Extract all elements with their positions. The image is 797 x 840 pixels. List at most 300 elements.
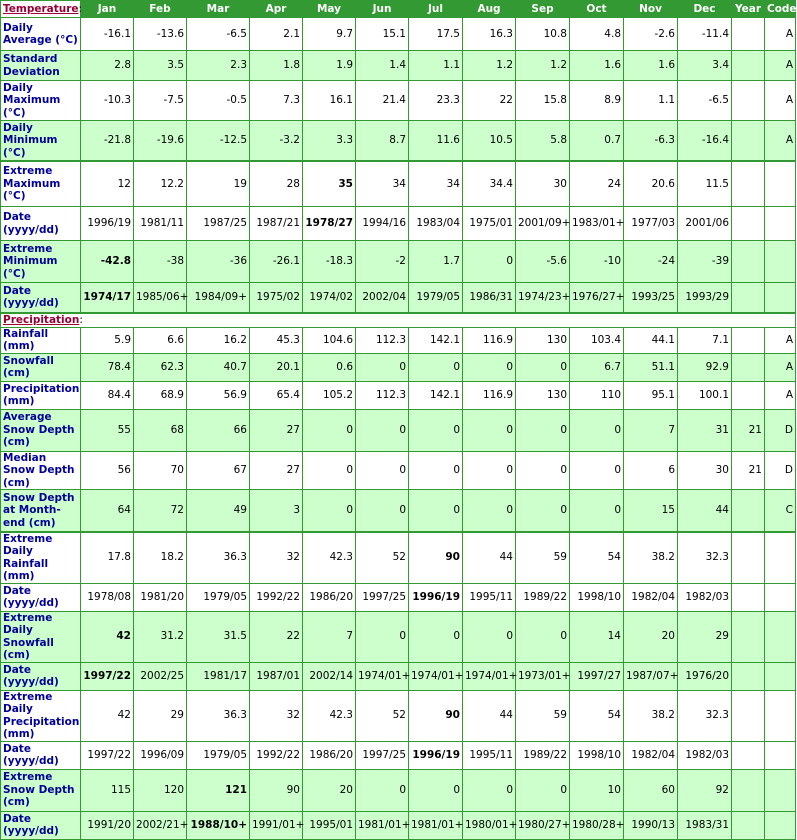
table-cell: -13.6 [134,18,187,51]
table-cell: 1974/01+ [463,662,516,690]
table-cell: 15.1 [356,18,409,51]
table-cell: 1.7 [409,241,463,283]
table-cell: -10 [570,241,624,283]
table-cell: 29 [678,611,732,662]
table-row [1,51,796,81]
row-label: Date (yyyy/dd) [1,811,81,839]
table-cell: 36.3 [187,690,250,741]
table-cell: 22 [250,611,303,662]
column-header: May [303,1,356,18]
table-cell: 1975/02 [250,283,303,313]
table-cell: 10.5 [463,121,516,161]
table-cell: 44 [463,532,516,584]
code-cell: D [765,409,796,451]
table-cell: -26.1 [250,241,303,283]
table-cell: 1981/20 [134,583,187,611]
table-cell: 1974/01+ [409,662,463,690]
table-cell: 1998/10 [570,741,624,769]
table-cell: 92.9 [678,353,732,381]
table-cell: 0 [409,353,463,381]
table-cell [732,161,765,207]
table-cell: 27 [250,451,303,490]
table-row [1,811,796,839]
table-cell: 0 [356,769,409,811]
code-cell: A [765,381,796,409]
header-row [1,1,796,18]
table-cell: 2.1 [250,18,303,51]
table-cell: 2.8 [81,51,134,81]
column-header: Jun [356,1,409,18]
table-cell: 116.9 [463,381,516,409]
table-cell: 1981/01+ [409,811,463,839]
table-cell: 1994/16 [356,207,409,241]
column-header: Aug [463,1,516,18]
table-cell: 1998/10 [570,583,624,611]
table-cell: 52 [356,690,409,741]
table-cell: -36 [187,241,250,283]
code-cell [765,662,796,690]
table-cell: -42.8 [81,241,134,283]
table-cell: 8.7 [356,121,409,161]
table-cell: 112.3 [356,381,409,409]
table-cell: 142.1 [409,381,463,409]
table-cell [732,769,765,811]
table-cell: 0 [463,353,516,381]
table-cell: 51.1 [624,353,678,381]
table-cell: 0 [409,611,463,662]
table-cell: 38.2 [624,532,678,584]
column-header: Nov [624,1,678,18]
table-cell: 9.7 [303,18,356,51]
table-cell: 42 [81,690,134,741]
table-cell: 2.3 [187,51,250,81]
table-cell: 90 [409,690,463,741]
table-cell: 1.2 [516,51,570,81]
table-cell: 0 [356,409,409,451]
table-cell: 36.3 [187,532,250,584]
table-cell: 7.1 [678,327,732,353]
table-cell: 12.2 [134,161,187,207]
table-cell: 0.7 [570,121,624,161]
table-cell: 28 [250,161,303,207]
table-cell: 62.3 [134,353,187,381]
table-cell: -6.5 [678,81,732,121]
table-cell: 4.8 [570,18,624,51]
table-cell: 0 [516,409,570,451]
table-cell: 34 [409,161,463,207]
row-label: Extreme Daily Snowfall (cm) [1,611,81,662]
table-cell: 55 [81,409,134,451]
table-cell: 1982/03 [678,583,732,611]
table-cell: 10 [570,769,624,811]
table-cell: 1978/27 [303,207,356,241]
table-cell: 0 [570,490,624,532]
table-cell: 64 [81,490,134,532]
table-cell: 1992/22 [250,741,303,769]
table-cell [732,532,765,584]
table-cell: 0 [463,409,516,451]
row-label: Rainfall (mm) [1,327,81,353]
table-row [1,490,796,532]
table-cell: 2001/06 [678,207,732,241]
column-header: Mar [187,1,250,18]
code-cell [765,769,796,811]
table-cell: 0 [463,490,516,532]
table-cell: 42.3 [303,532,356,584]
table-cell: 0 [516,490,570,532]
table-row [1,451,796,490]
table-cell: 142.1 [409,327,463,353]
table-row [1,741,796,769]
table-cell: 1977/03 [624,207,678,241]
table-cell: 59 [516,532,570,584]
table-row [1,583,796,611]
table-cell: 3.3 [303,121,356,161]
table-row [1,161,796,207]
table-cell: 103.4 [570,327,624,353]
code-cell [765,241,796,283]
column-header: Code [765,1,796,18]
table-cell: 1996/19 [409,741,463,769]
table-cell: 130 [516,381,570,409]
table-cell: 20.6 [624,161,678,207]
table-cell: 1997/22 [81,662,134,690]
table-cell: 0 [463,769,516,811]
table-cell: 90 [250,769,303,811]
table-cell: 1979/05 [187,583,250,611]
table-cell: 59 [516,690,570,741]
code-cell [765,207,796,241]
code-cell [765,690,796,741]
row-label: Date (yyyy/dd) [1,283,81,313]
table-cell: 0 [516,353,570,381]
table-row [1,690,796,741]
table-cell [732,241,765,283]
column-header: Jan [81,1,134,18]
table-cell: -16.1 [81,18,134,51]
code-cell [765,811,796,839]
table-cell: -11.4 [678,18,732,51]
table-cell [732,327,765,353]
row-label: Extreme Minimum (°C) [1,241,81,283]
table-cell [732,81,765,121]
table-cell: 0 [409,490,463,532]
table-cell: 1.6 [624,51,678,81]
table-row [1,381,796,409]
table-cell: 2002/21+ [134,811,187,839]
table-cell: 1974/02 [303,283,356,313]
table-cell: 0 [409,409,463,451]
table-cell: -2 [356,241,409,283]
table-cell: 1.2 [463,51,516,81]
code-cell: A [765,353,796,381]
table-cell: 72 [134,490,187,532]
table-cell: 1990/13 [624,811,678,839]
table-cell: 1981/01+ [356,811,409,839]
table-cell: 20.1 [250,353,303,381]
table-cell: 120 [134,769,187,811]
table-cell: 56.9 [187,381,250,409]
column-header: Feb [134,1,187,18]
table-cell: 15.8 [516,81,570,121]
row-label: Daily Average (°C) [1,18,81,51]
table-cell: 6.6 [134,327,187,353]
row-label: Date (yyyy/dd) [1,662,81,690]
table-cell: 40.7 [187,353,250,381]
code-cell [765,611,796,662]
table-cell: 30 [678,451,732,490]
table-cell: 1986/20 [303,741,356,769]
table-cell: -19.6 [134,121,187,161]
table-cell: 1984/09+ [187,283,250,313]
table-row [1,353,796,381]
table-cell: 5.8 [516,121,570,161]
table-cell: 1975/01 [463,207,516,241]
row-label: Median Snow Depth (cm) [1,451,81,490]
table-cell: 90 [409,532,463,584]
table-cell: -39 [678,241,732,283]
table-cell: 32.3 [678,532,732,584]
table-cell: 0 [409,451,463,490]
table-cell: 0 [303,451,356,490]
table-cell: 1981/11 [134,207,187,241]
table-cell: 1987/01 [250,662,303,690]
table-cell: 5.9 [81,327,134,353]
table-row [1,532,796,584]
table-cell: 0 [356,451,409,490]
table-row [1,121,796,161]
code-cell: C [765,490,796,532]
table-cell: 52 [356,532,409,584]
table-cell: 8.9 [570,81,624,121]
table-cell: 32 [250,532,303,584]
table-cell: 44.1 [624,327,678,353]
code-cell: A [765,51,796,81]
table-cell: 1995/11 [463,583,516,611]
table-cell: 1991/20 [81,811,134,839]
table-cell: 0 [303,409,356,451]
table-cell: 1995/11 [463,741,516,769]
table-cell: 38.2 [624,690,678,741]
table-cell: 1982/03 [678,741,732,769]
table-cell: 112.3 [356,327,409,353]
table-cell: 1980/28+ [570,811,624,839]
table-cell: 1989/22 [516,741,570,769]
table-cell: 2002/04 [356,283,409,313]
row-label: Standard Deviation [1,51,81,81]
table-cell: 6.7 [570,353,624,381]
table-cell: -10.3 [81,81,134,121]
table-cell: 1986/20 [303,583,356,611]
row-label: Average Snow Depth (cm) [1,409,81,451]
table-cell: 35 [303,161,356,207]
table-cell: 42 [81,611,134,662]
table-cell: 1.8 [250,51,303,81]
precipitation-title: Precipitation [3,313,80,326]
table-cell: 19 [187,161,250,207]
row-label: Daily Maximum (°C) [1,81,81,121]
table-cell: 1.1 [409,51,463,81]
table-cell: 56 [81,451,134,490]
table-cell: 44 [678,490,732,532]
table-cell: 110 [570,381,624,409]
table-cell: -5.6 [516,241,570,283]
code-cell: D [765,451,796,490]
code-cell [765,741,796,769]
code-cell [765,532,796,584]
table-row [1,409,796,451]
column-header: Year [732,1,765,18]
table-cell [732,490,765,532]
table-cell: 0 [516,451,570,490]
table-cell: 1997/25 [356,741,409,769]
table-cell: 42.3 [303,690,356,741]
table-cell: 20 [624,611,678,662]
table-cell: -24 [624,241,678,283]
table-cell: -21.8 [81,121,134,161]
code-cell [765,283,796,313]
table-cell: 1983/01+ [570,207,624,241]
table-cell: 27 [250,409,303,451]
table-cell [732,207,765,241]
table-cell: 1976/20 [678,662,732,690]
table-cell: 1989/22 [516,583,570,611]
table-cell: 17.8 [81,532,134,584]
code-cell: A [765,327,796,353]
table-cell: -3.2 [250,121,303,161]
table-cell: 23.3 [409,81,463,121]
row-label: Snow Depth at Month-end (cm) [1,490,81,532]
row-label: Extreme Snow Depth (cm) [1,769,81,811]
table-row [1,283,796,313]
row-label: Date (yyyy/dd) [1,583,81,611]
table-cell: 1980/27+ [516,811,570,839]
table-cell: 92 [678,769,732,811]
table-cell: 1991/01+ [250,811,303,839]
table-cell: -2.6 [624,18,678,51]
table-cell: 34.4 [463,161,516,207]
table-cell: -7.5 [134,81,187,121]
table-cell: 21 [732,409,765,451]
table-cell: 1983/04 [409,207,463,241]
table-row [1,611,796,662]
table-cell: 1.4 [356,51,409,81]
table-cell: 0 [570,451,624,490]
table-cell: 60 [624,769,678,811]
table-cell: 0 [463,611,516,662]
table-cell: 84.4 [81,381,134,409]
table-cell: 1987/21 [250,207,303,241]
table-cell: 1979/05 [409,283,463,313]
table-cell: 67 [187,451,250,490]
table-cell: 1995/01 [303,811,356,839]
table-cell: 1997/27 [570,662,624,690]
table-cell: 49 [187,490,250,532]
table-cell: 15 [624,490,678,532]
table-cell: 54 [570,532,624,584]
table-cell: 0 [356,490,409,532]
table-cell: -16.4 [678,121,732,161]
row-label: Extreme Daily Precipitation (mm) [1,690,81,741]
table-cell: 1985/06+ [134,283,187,313]
table-cell: 1.9 [303,51,356,81]
column-header: Jul [409,1,463,18]
row-label: Snowfall (cm) [1,353,81,381]
row-label: Precipitation (mm) [1,381,81,409]
table-cell [732,583,765,611]
code-cell [765,583,796,611]
table-cell: 16.1 [303,81,356,121]
table-cell: 0 [356,611,409,662]
table-cell: 0 [409,769,463,811]
table-cell: -0.5 [187,81,250,121]
table-cell: 68 [134,409,187,451]
table-cell: 45.3 [250,327,303,353]
precipitation-section-row [1,313,796,328]
table-cell: 6 [624,451,678,490]
column-header: Dec [678,1,732,18]
column-header: Sep [516,1,570,18]
code-cell [765,161,796,207]
table-cell: 1973/01+ [516,662,570,690]
table-cell: 18.2 [134,532,187,584]
table-cell: -18.3 [303,241,356,283]
table-cell: 1987/25 [187,207,250,241]
table-cell: 29 [134,690,187,741]
table-row [1,18,796,51]
table-cell: 17.5 [409,18,463,51]
table-cell: 22 [463,81,516,121]
code-cell: A [765,18,796,51]
table-cell: -6.5 [187,18,250,51]
table-cell: 95.1 [624,381,678,409]
table-cell: 7 [624,409,678,451]
table-cell: 3.4 [678,51,732,81]
table-row [1,241,796,283]
table-cell: 1976/27+ [570,283,624,313]
table-cell: 1987/07+ [624,662,678,690]
table-cell [732,353,765,381]
table-cell [732,283,765,313]
climate-table-body [1,1,796,840]
table-cell: 1997/25 [356,583,409,611]
table-cell: 16.3 [463,18,516,51]
table-cell [732,690,765,741]
table-cell: 1996/19 [409,583,463,611]
table-cell: 14 [570,611,624,662]
table-cell: 105.2 [303,381,356,409]
table-cell: 31.2 [134,611,187,662]
table-cell: 0 [356,353,409,381]
column-header: Apr [250,1,303,18]
temperature-title: Temperature [3,2,79,15]
table-cell: 65.4 [250,381,303,409]
table-cell: 104.6 [303,327,356,353]
table-cell: 24 [570,161,624,207]
table-cell: 1996/09 [134,741,187,769]
table-cell: 121 [187,769,250,811]
row-label: Date (yyyy/dd) [1,741,81,769]
table-cell: 1.6 [570,51,624,81]
table-cell: 66 [187,409,250,451]
table-cell: 21.4 [356,81,409,121]
table-cell [732,18,765,51]
table-cell: 1986/31 [463,283,516,313]
table-cell: 115 [81,769,134,811]
table-row [1,207,796,241]
table-cell: 7.3 [250,81,303,121]
table-cell: 20 [303,769,356,811]
